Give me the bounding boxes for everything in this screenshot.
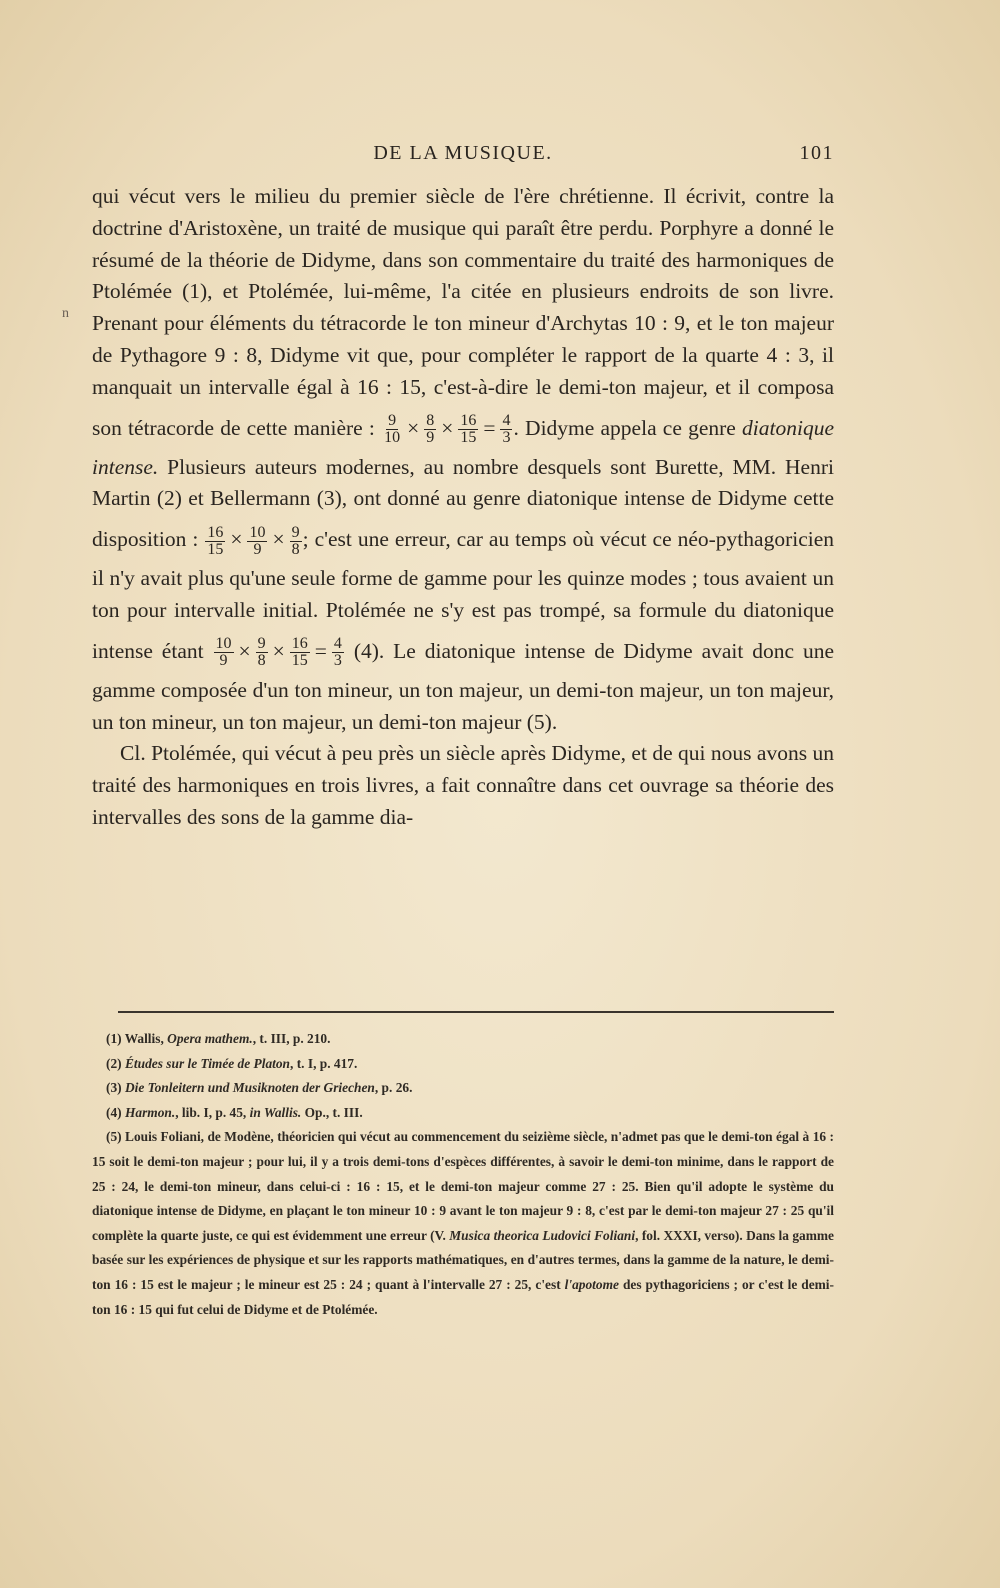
footnote-text: , t. I, p. 417. [290, 1055, 358, 1071]
denominator: 3 [333, 652, 342, 670]
footnote-title: Die Tonleitern und Musiknoten der Griechen [124, 1080, 375, 1096]
times-sign: × [230, 527, 243, 552]
numerator: 10 [249, 523, 266, 541]
numerator: 16 [291, 635, 308, 653]
fraction [458, 413, 478, 446]
times-sign: × [272, 527, 285, 552]
footnote-text: (3) [106, 1080, 122, 1096]
fraction [214, 636, 234, 669]
times-sign: × [441, 415, 454, 440]
footnote-title: Études sur le Timée de Platon [124, 1055, 291, 1071]
footnote-title: l'apotome [564, 1276, 619, 1292]
footnote-text: (2) [106, 1055, 122, 1071]
page-header [92, 142, 834, 168]
times-sign: × [272, 638, 285, 663]
running-title: DE LA MUSIQUE. [373, 142, 553, 164]
footnote-title: in Wallis. [249, 1104, 302, 1120]
fraction [290, 525, 302, 558]
footnote-title: Harmon. [124, 1104, 176, 1120]
fraction [332, 636, 344, 669]
equals-sign: = [483, 415, 496, 440]
fraction [290, 636, 310, 669]
footnote-3 [92, 1076, 834, 1101]
denominator: 15 [207, 540, 224, 558]
denominator: 9 [219, 652, 228, 670]
fraction [382, 413, 402, 446]
footnote-text: , t. III, p. 210. [252, 1031, 331, 1046]
numerator: 4 [333, 635, 342, 653]
paragraph-1 [92, 181, 834, 738]
formula-ptolemy [213, 635, 345, 670]
fraction [424, 413, 436, 446]
footnote-text: (1) Wallis, [106, 1031, 164, 1046]
footnote-title: Opera mathem. [167, 1031, 253, 1046]
times-sign: × [238, 638, 251, 663]
footnote-1 [92, 1027, 834, 1052]
numerator: 9 [291, 523, 300, 541]
footnote-text: , p. 26. [374, 1080, 413, 1096]
numerator: 9 [257, 635, 266, 653]
numerator: 4 [502, 412, 511, 430]
page-number: 101 [799, 142, 834, 164]
footnote-4 [92, 1101, 834, 1126]
denominator: 9 [426, 429, 435, 447]
text-run: ; c'est une erreur, car au temps où vécut ce néo-pythagoricien il n'y avait plus qu'une seule forme de gamme pour les quinze modes ; tous avaient un ton pour intervalle initial. Ptolémée ne s'y est pas trompé, sa formule du diatonique intense étant [92, 527, 835, 663]
footnotes [92, 1027, 834, 1322]
denominator: 8 [291, 540, 300, 558]
footnote-text: Op., t. III. [304, 1104, 363, 1120]
footnote-5 [92, 1125, 834, 1322]
denominator: 15 [291, 652, 308, 670]
denominator: 8 [257, 652, 266, 670]
numerator: 9 [388, 412, 397, 430]
formula-didyme [381, 412, 513, 447]
formula-modern [204, 523, 302, 558]
body-text [92, 181, 834, 834]
numerator: 16 [460, 412, 477, 430]
text-run: (4). Le diatonique intense de Didyme avait donc une gamme composée d'un ton mineur, un ton majeur, un demi-ton majeur, un ton majeur, un ton mineur, un ton majeur, un demi-ton majeur (5). [92, 638, 835, 734]
footnote-text: (4) [106, 1104, 122, 1120]
footnote-2 [92, 1052, 834, 1077]
footnote-text: (5) Louis Foliani, de Modène, théoricien qui vécut au commencement du seizième siècle, n'admet pas que le demi-ton égal à 16 : 15 soit le demi-ton majeur ; pour lui, il y a trois demi-tons d'espèces différentes, à savoir le demi-ton minime, dans le rapport de 25 : 24, le demi-ton mineur, dans celui-ci : 16 : 15, et le demi-ton majeur comme 27 : 25. Bien qu'il adopte le système du diatonique intense de Didyme, en plaçant le ton mineur 10 : 9 avant le ton majeur 9 : 8, c'est par le demi-ton majeur 27 : 25 qu'il complète la quarte juste, ce qui est évidemment une erreur (V. [92, 1129, 834, 1243]
italic-term: diatonique intense. [92, 415, 835, 479]
paragraph-2: Cl. Ptolémée, qui vécut à peu près un siècle après Didyme, et de qui nous avons un traité des harmoniques en trois livres, a fait connaître dans cet ouvrage sa théorie des intervalles des sons de la gamme dia- [92, 741, 834, 829]
footnote-title: Musica theorica Ludovici Foliani [449, 1227, 636, 1243]
numerator: 16 [207, 523, 224, 541]
equals-sign: = [314, 638, 327, 663]
footnote-text: , fol. XXXI, verso). Dans la gamme basée sur les expériences de physique et sur les rapports mathématiques, en d'autres termes, dans la gamme de la nature, le demi-ton 16 : 15 est le majeur ; le mineur est 25 : 24 ; quant à l'intervalle 27 : 25, c'est [92, 1227, 834, 1292]
text-run: . Didyme appela ce genre [513, 415, 736, 440]
fraction [500, 413, 512, 446]
times-sign: × [407, 415, 420, 440]
text-run: Plusieurs auteurs modernes, au nombre desquels sont Burette, MM. Henri Martin (2) et Bellermann (3), ont donné au genre diatonique intense de Didyme cette disposition : [92, 454, 834, 552]
fraction [205, 525, 225, 558]
margin-mark: n [62, 306, 69, 321]
denominator: 10 [384, 429, 401, 447]
numerator: 10 [215, 635, 232, 653]
denominator: 15 [460, 429, 477, 447]
footnote-text: des pythagoriciens ; or c'est le demi-ton 16 : 15 qui fut celui de Didyme et de Ptolémée. [92, 1276, 834, 1317]
footnote-rule [118, 1011, 834, 1013]
numerator: 8 [426, 412, 435, 430]
text-run: qui vécut vers le milieu du premier siècle de l'ère chrétienne. Il écrivit, contre la doctrine d'Aristoxène, un traité de musique qui paraît être perdu. Porphyre a donné le résumé de la théorie de Didyme, dans son commentaire du traité des harmoniques de Ptolémée (1), et Ptolémée, lui-même, l'a citée en plusieurs endroits de son livre. Prenant pour éléments du tétracorde le ton mineur d'Archytas 10 : 9, et le ton majeur de Pythagore 9 : 8, Didyme vit que, pour compléter le rapport de la quarte 4 : 3, il manquait un intervalle égal à 16 : 15, c'est-à-dire le demi-ton majeur, et il composa son tétracorde de cette manière : [92, 184, 834, 440]
fraction [256, 636, 268, 669]
denominator: 3 [502, 429, 511, 447]
fraction [247, 525, 267, 558]
denominator: 9 [253, 540, 262, 558]
footnote-text: , lib. I, p. 45, [175, 1104, 247, 1120]
